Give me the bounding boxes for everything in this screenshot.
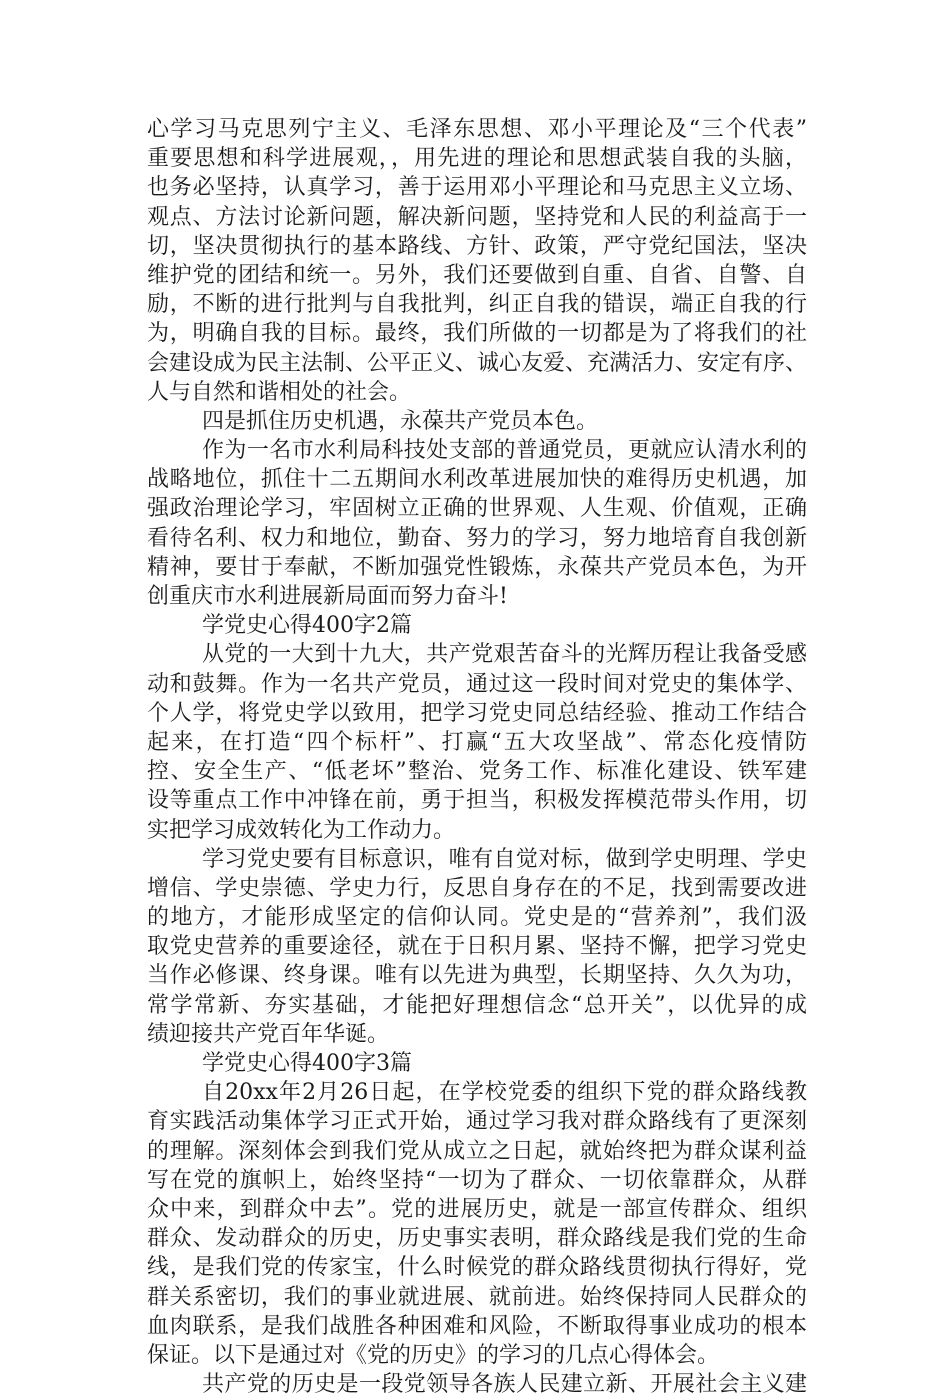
text-line: 心学习马克思列宁主义、毛泽东思想、邓小平理论及“三个代表” [147, 117, 807, 142]
text-line: 群关系密切，我们的事业就进展、就前进。始终保持同人民群众的 [147, 1284, 807, 1310]
text-line: 励，不断的进行批判与自我批判，纠正自我的错误，端正自我的行 [147, 292, 807, 318]
text-line: 人与自然和谐相处的社会。 [147, 379, 412, 405]
text-line: 观点、方法讨论新问题，解决新问题，坚持党和人民的利益高于一 [147, 204, 807, 230]
text-line: 群众、发动群众的历史，历史事实表明，群众路线是我们党的生命 [147, 1226, 807, 1252]
text-line: 重要思想和科学进展观，，用先进的理论和思想武装自我的头脑， [147, 146, 807, 172]
text-line: 设等重点工作中冲锋在前，勇于担当，积极发挥模范带头作用，切 [147, 788, 807, 814]
text-line: 从党的一大到十九大，共产党艰苦奋斗的光辉历程让我备受感 [202, 642, 807, 668]
section-heading: 学党史心得400字2篇 [202, 613, 412, 639]
text-line: 线，是我们党的传家宝，什么时候党的群众路线贯彻执行得好，党 [147, 1255, 807, 1281]
text-line: 强政治理论学习，牢固树立正确的世界观、人生观、价值观，正确 [147, 496, 807, 522]
text-line: 精神，要甘于奉献，不断加强党性锻炼，永葆共产党员本色，为开 [147, 554, 807, 580]
text-line: 切，坚决贯彻执行的基本路线、方针、政策，严守党纪国法，坚决 [147, 233, 807, 259]
text-line: 战略地位，抓住十二五期间水利改革进展加快的难得历史机遇，加 [147, 467, 807, 493]
text-line: 也务必坚持，认真学习，善于运用邓小平理论和马克思主义立场、 [147, 175, 807, 201]
text-line: 共产党的历史是一段党领导各族人民建立新、开展社会主义建 [202, 1372, 807, 1398]
text-line: 学习党史要有目标意识，唯有自觉对标，做到学史明理、学史 [202, 846, 807, 872]
text-line: 保证。以下是通过对《党的历史》的学习的几点心得体会。 [147, 1342, 720, 1368]
text-line: 起来，在打造“四个标杆”、打赢“五大攻坚战”、常态化疫情防 [147, 729, 807, 755]
text-line: 为，明确自我的目标。最终，我们所做的一切都是为了将我们的社 [147, 321, 807, 347]
text-line: 作为一名市水利局科技处支部的普通党员，更就应认清水利的 [202, 438, 807, 464]
text-line: 取党史营养的重要途径，就在于日积月累、坚持不懈，把学习党史 [147, 934, 807, 960]
text-line: 创重庆市水利进展新局面而努力奋斗! [147, 584, 508, 609]
text-line: 增信、学史崇德、学史力行，反思自身存在的不足，找到需要改进 [147, 875, 807, 901]
text-line: 血肉联系，是我们战胜各种困难和风险，不断取得事业成功的根本 [147, 1313, 807, 1339]
text-line: 看待名利、权力和地位，勤奋、努力的学习，努力地培育自我创新 [147, 525, 807, 551]
text-line: 维护党的团结和统一。另外，我们还要做到自重、自省、自警、自 [147, 262, 807, 288]
section-heading: 学党史心得400字3篇 [202, 1051, 412, 1076]
text-line: 育实践活动集体学习正式开始，通过学习我对群众路线有了更深刻 [147, 1109, 807, 1135]
text-line: 会建设成为民主法制、公平正义、诚心友爱、充满活力、安定有序、 [147, 350, 808, 376]
text-line: 的地方，才能形成坚定的信仰认同。党史是的“营养剂”，我们汲 [147, 905, 807, 931]
text-line: 的理解。深刻体会到我们党从成立之日起，就始终把为群众谋利益 [147, 1138, 807, 1164]
text-line: 绩迎接共产党百年华诞。 [147, 1021, 390, 1047]
text-line: 控、安全生产、“低老坏”整治、党务工作、标准化建设、铁军建 [147, 759, 807, 785]
section-heading: 四是抓住历史机遇，永葆共产党员本色。 [202, 408, 599, 434]
document-body [147, 115, 807, 1399]
text-line: 个人学，将党史学以致用，把学习党史同总结经验、推动工作结合 [147, 700, 807, 726]
text-line: 常学常新、夯实基础，才能把好理想信念“总开关”，以优异的成 [147, 992, 807, 1018]
text-line: 众中来，到群众中去”。党的进展历史，就是一部宣传群众、组织 [147, 1196, 807, 1222]
text-line: 当作必修课、终身课。唯有以先进为典型，长期坚持、久久为功， [147, 963, 807, 989]
text-line: 自20xx年2月26日起，在学校党委的组织下党的群众路线教 [202, 1080, 807, 1106]
text-line: 动和鼓舞。作为一名共产党员，通过这一段时间对党史的集体学、 [147, 671, 807, 697]
text-line: 实把学习成效转化为工作动力。 [147, 817, 456, 843]
text-line: 写在党的旗帜上，始终坚持“一切为了群众、一切依靠群众，从群 [147, 1167, 807, 1193]
